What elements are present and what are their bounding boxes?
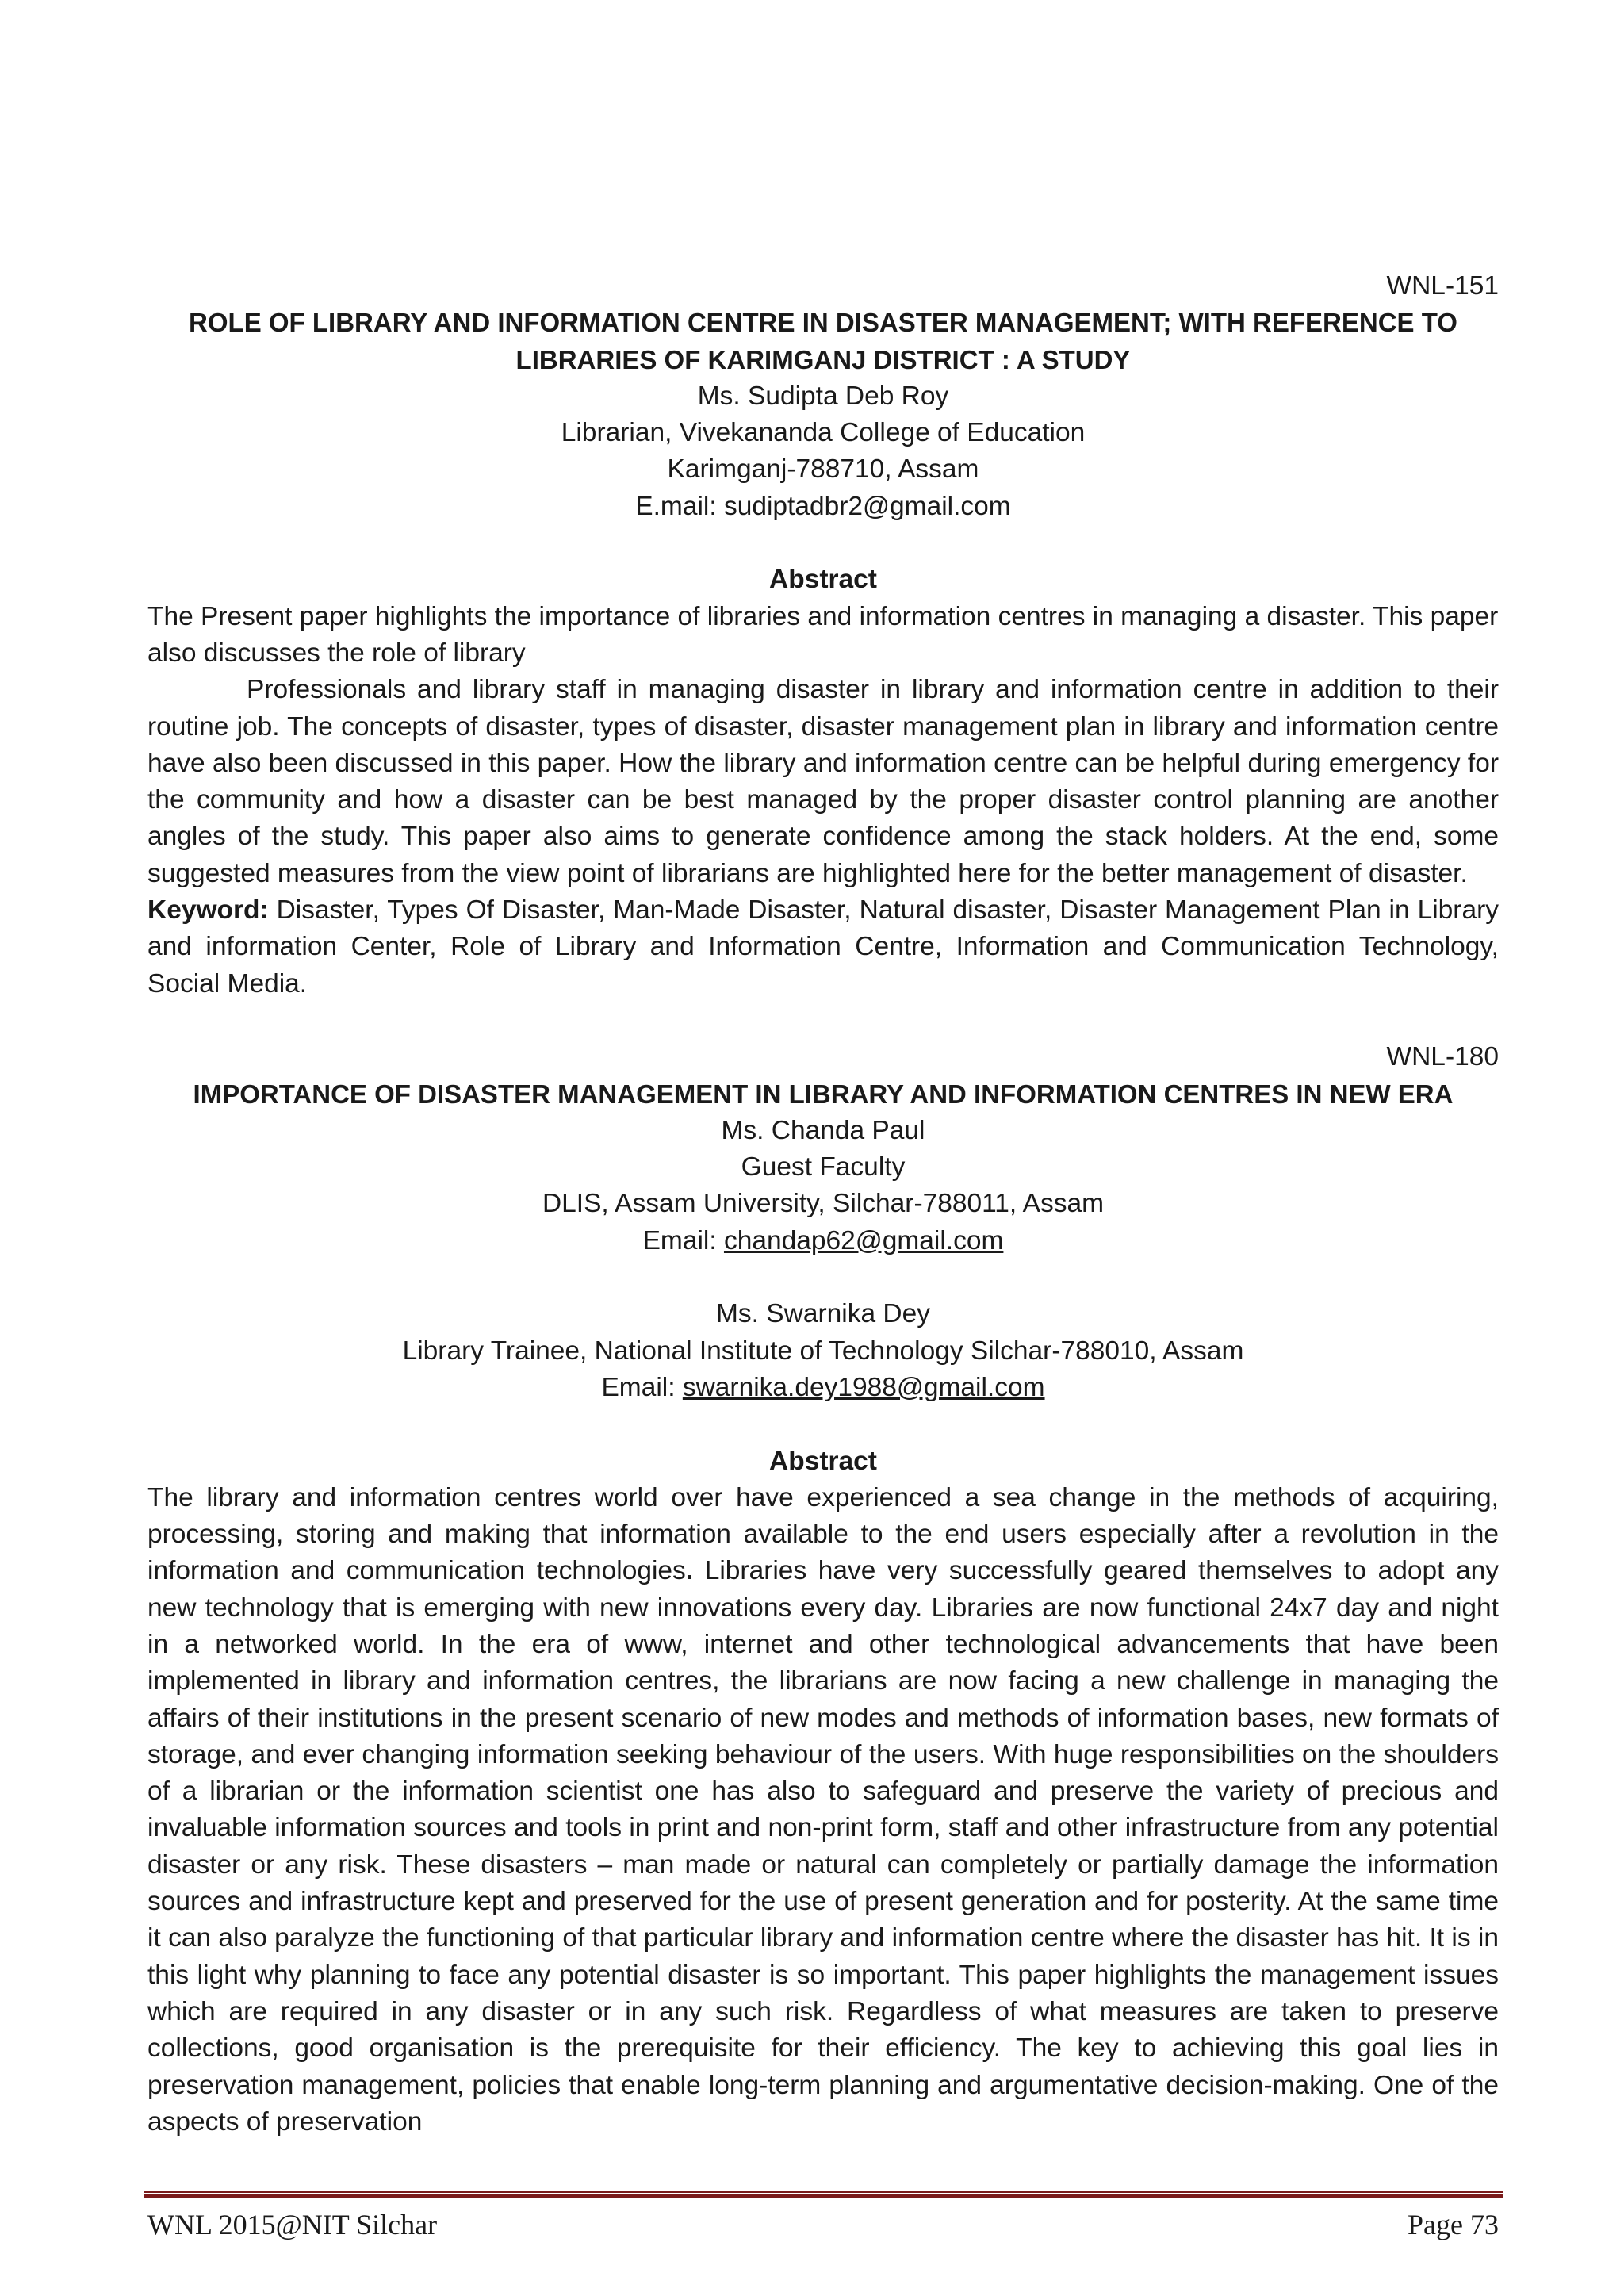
author-email: E.mail: sudiptadbr2@gmail.com [635, 491, 1011, 521]
author-affiliation: Librarian, Vivekananda College of Education [561, 418, 1086, 448]
author-name: Ms. Sudipta Deb Roy [697, 381, 949, 411]
page-content [147, 268, 1499, 2141]
author-name: Ms. Swarnika Dey [716, 1299, 930, 1329]
keywords-text: Disaster, Types Of Disaster, Man-Made Disaster, Natural disaster, Disaster Management Plan in Library and information Center, Role of Library and Information Centre, Information and Communication Technology, Social Media. [147, 895, 1499, 999]
author-role: Guest Faculty [741, 1152, 906, 1182]
email-link[interactable]: chandap62@gmail.com [723, 1225, 1004, 1255]
paper-code: WNL-180 [1386, 1042, 1499, 1072]
paper-title: IMPORTANCE OF DISASTER MANAGEMENT IN LIBRARY AND INFORMATION CENTRES IN NEW ERA [193, 1079, 1454, 1109]
author-email [147, 1370, 1499, 1406]
keywords-label: Keyword: [147, 895, 269, 926]
abstract-text: Libraries have very successfully geared themselves to adopt any new technology that is emerging with new innovations every day. Libraries are now functional 24x7 day and night in a networked world. In the era of www, internet and other technological advancements that have been implemented in library and information centres, the librarians are now facing a new challenge in managing the affairs of their institutions in the present scenario of new modes and methods of information bases, new formats of storage, and ever changing information seeking behaviour of the users. With huge responsibilities on the shoulders of a librarian or the information scientist one has also to safeguard and preserve the variety of precious and invaluable information sources and tools in print and non-print form, staff and other infrastructure from any potential disaster or any risk. These disasters – man made or natural can completely or partially damage the information sources and infrastructure kept and preserved for the use of present generation and for posterity. At the same time it can also paralyze the functioning of that particular library and information centre where the disaster has hit. It is in this light why planning to face any potential disaster is so important. This paper highlights the management issues which are required in any disaster or in any such risk. Regardless of what measures are taken to preserve collections, good organisation is the prerequisite for their efficiency. The key to achieving this goal lies in preservation management, policies that enable long-term planning and argumentative decision-making. One of the aspects of preservation [147, 1556, 1500, 2137]
email-label: Email: [601, 1372, 683, 1402]
paper-title-line-2: LIBRARIES OF KARIMGANJ DISTRICT : A STUDY [515, 344, 1131, 374]
footer-page-number: Page 73 [1408, 2209, 1499, 2240]
author-name: Ms. Chanda Paul [721, 1115, 925, 1145]
keywords-paragraph [147, 892, 1499, 1002]
paper-code: WNL-151 [1386, 271, 1499, 301]
abstract-paragraph-2: Professionals and library staff in managing disaster in library and information centre in addition to their routine job. The concepts of disaster, types of disaster, disaster management plan in library and information centre have also been discussed in this paper. How the library and information centre can be helpful during emergency for the community and how a disaster can be best managed by the proper disaster control planning are another angles of the study. This paper also aims to generate confidence among the stack holders. At the end, some suggested measures from the view point of librarians are highlighted here for the better management of disaster. [147, 675, 1499, 888]
abstract-period: . [685, 1556, 694, 1586]
footer-divider [144, 2191, 1503, 2198]
author-role: Library Trainee, National Institute of Technology Silchar-788010, Assam [402, 1336, 1244, 1366]
paper-title-line-1: ROLE OF LIBRARY AND INFORMATION CENTRE IN DISASTER MANAGEMENT; WITH REFERENCE TO [189, 308, 1457, 338]
abstract-paragraph [147, 1480, 1499, 2141]
abstract-paragraph-1: The Present paper highlights the importance of libraries and information centres in managing a disaster. This paper also discusses the role of library [147, 601, 1499, 668]
author-email [147, 1223, 1499, 1259]
abstract-heading: Abstract [769, 565, 877, 595]
abstract-text: The library and information centres world over have experienced a sea change in the methods of acquiring, processing, storing and making that information available to the end users especially after a revolution in the information and communication technologies [147, 1482, 1499, 1586]
abstract-heading: Abstract [769, 1446, 877, 1476]
author-address: DLIS, Assam University, Silchar-788011, Assam [542, 1189, 1105, 1219]
footer-conference: WNL 2015@NIT Silchar [147, 2209, 438, 2240]
email-link[interactable]: swarnika.dey1988@gmail.com [682, 1372, 1045, 1402]
email-label: Email: [642, 1225, 724, 1255]
author-address: Karimganj-788710, Assam [667, 454, 979, 485]
